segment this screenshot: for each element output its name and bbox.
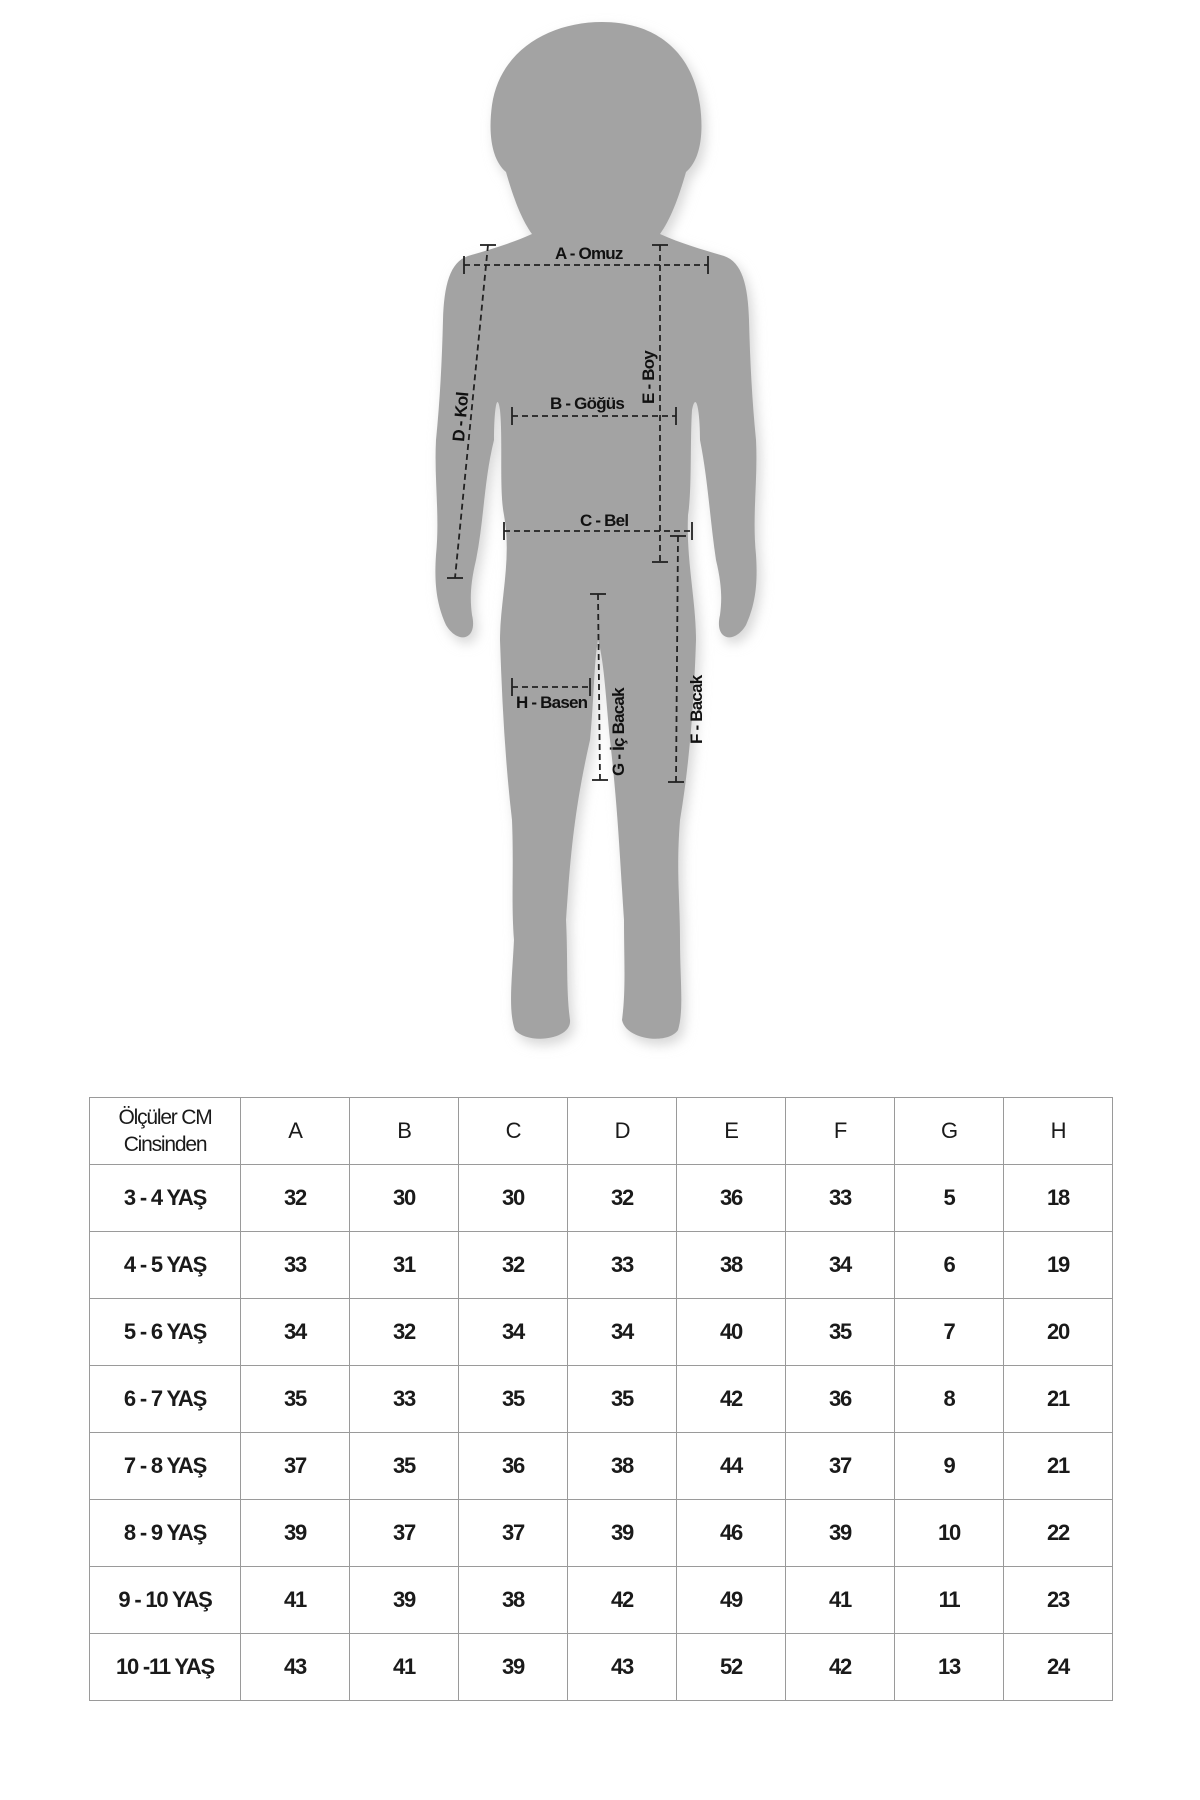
header-col-d: D [568, 1098, 677, 1165]
cell-g: 8 [895, 1366, 1004, 1433]
cell-g: 13 [895, 1634, 1004, 1701]
cell-a: 43 [241, 1634, 350, 1701]
cell-e: 46 [677, 1500, 786, 1567]
cell-h: 23 [1004, 1567, 1113, 1634]
cell-f: 33 [786, 1165, 895, 1232]
cell-d: 32 [568, 1165, 677, 1232]
cell-c: 38 [459, 1567, 568, 1634]
table-row [90, 1567, 1113, 1634]
label-e-boy: E - Boy [639, 351, 658, 404]
label-f-bacak: F - Bacak [687, 675, 706, 744]
cell-d: 33 [568, 1232, 677, 1299]
cell-c: 36 [459, 1433, 568, 1500]
cell-c: 35 [459, 1366, 568, 1433]
cell-h: 18 [1004, 1165, 1113, 1232]
cell-a: 37 [241, 1433, 350, 1500]
cell-h: 20 [1004, 1299, 1113, 1366]
cell-c: 30 [459, 1165, 568, 1232]
cell-e: 52 [677, 1634, 786, 1701]
header-col-f: F [786, 1098, 895, 1165]
cell-a: 35 [241, 1366, 350, 1433]
cell-g: 7 [895, 1299, 1004, 1366]
cell-b: 37 [350, 1500, 459, 1567]
cell-c: 32 [459, 1232, 568, 1299]
cell-e: 44 [677, 1433, 786, 1500]
cell-f: 34 [786, 1232, 895, 1299]
cell-e: 36 [677, 1165, 786, 1232]
table-header-row [90, 1098, 1113, 1165]
cell-a: 33 [241, 1232, 350, 1299]
label-c-bel: C - Bel [580, 511, 629, 530]
size-chart-table [89, 1097, 1113, 1701]
cell-d: 43 [568, 1634, 677, 1701]
cell-g: 5 [895, 1165, 1004, 1232]
cell-c: 34 [459, 1299, 568, 1366]
label-g-ic-bacak: G - İç Bacak [609, 688, 628, 776]
cell-h: 21 [1004, 1433, 1113, 1500]
cell-h: 21 [1004, 1366, 1113, 1433]
cell-g: 9 [895, 1433, 1004, 1500]
table-row [90, 1165, 1113, 1232]
cell-g: 6 [895, 1232, 1004, 1299]
cell-d: 34 [568, 1299, 677, 1366]
cell-g: 11 [895, 1567, 1004, 1634]
cell-f: 42 [786, 1634, 895, 1701]
cell-b: 33 [350, 1366, 459, 1433]
table-row [90, 1433, 1113, 1500]
row-age-label: 4 - 5 YAŞ [90, 1232, 241, 1299]
cell-b: 35 [350, 1433, 459, 1500]
header-col-e: E [677, 1098, 786, 1165]
table-body [90, 1165, 1113, 1701]
cell-d: 42 [568, 1567, 677, 1634]
header-col-a: A [241, 1098, 350, 1165]
row-age-label: 3 - 4 YAŞ [90, 1165, 241, 1232]
cell-a: 41 [241, 1567, 350, 1634]
label-b-gogus: B - Göğüs [550, 394, 625, 413]
header-col-h: H [1004, 1098, 1113, 1165]
header-col-g: G [895, 1098, 1004, 1165]
row-age-label: 6 - 7 YAŞ [90, 1366, 241, 1433]
cell-b: 39 [350, 1567, 459, 1634]
cell-e: 40 [677, 1299, 786, 1366]
label-h-basen: H - Basen [516, 693, 588, 712]
cell-f: 39 [786, 1500, 895, 1567]
table-row [90, 1634, 1113, 1701]
row-age-label: 9 - 10 YAŞ [90, 1567, 241, 1634]
cell-a: 34 [241, 1299, 350, 1366]
header-line-1: Ölçüler CM [118, 1106, 212, 1129]
cell-b: 30 [350, 1165, 459, 1232]
row-age-label: 7 - 8 YAŞ [90, 1433, 241, 1500]
cell-h: 19 [1004, 1232, 1113, 1299]
cell-d: 39 [568, 1500, 677, 1567]
label-a-omuz: A - Omuz [555, 244, 623, 263]
cell-c: 37 [459, 1500, 568, 1567]
cell-f: 35 [786, 1299, 895, 1366]
cell-d: 38 [568, 1433, 677, 1500]
cell-d: 35 [568, 1366, 677, 1433]
cell-a: 32 [241, 1165, 350, 1232]
header-line-2: Cinsinden [123, 1133, 207, 1156]
row-age-label: 5 - 6 YAŞ [90, 1299, 241, 1366]
header-col-b: B [350, 1098, 459, 1165]
table-row [90, 1500, 1113, 1567]
table-row [90, 1232, 1113, 1299]
cell-f: 41 [786, 1567, 895, 1634]
cell-b: 31 [350, 1232, 459, 1299]
cell-h: 22 [1004, 1500, 1113, 1567]
table-row [90, 1299, 1113, 1366]
cell-e: 42 [677, 1366, 786, 1433]
cell-f: 36 [786, 1366, 895, 1433]
row-age-label: 8 - 9 YAŞ [90, 1500, 241, 1567]
cell-b: 32 [350, 1299, 459, 1366]
table-row [90, 1366, 1113, 1433]
cell-g: 10 [895, 1500, 1004, 1567]
cell-c: 39 [459, 1634, 568, 1701]
label-d-kol: D - Kol [449, 391, 473, 443]
cell-a: 39 [241, 1500, 350, 1567]
header-measure-unit [90, 1098, 241, 1165]
cell-e: 38 [677, 1232, 786, 1299]
cell-e: 49 [677, 1567, 786, 1634]
cell-b: 41 [350, 1634, 459, 1701]
row-age-label: 10 -11 YAŞ [90, 1634, 241, 1701]
cell-h: 24 [1004, 1634, 1113, 1701]
header-col-c: C [459, 1098, 568, 1165]
cell-f: 37 [786, 1433, 895, 1500]
